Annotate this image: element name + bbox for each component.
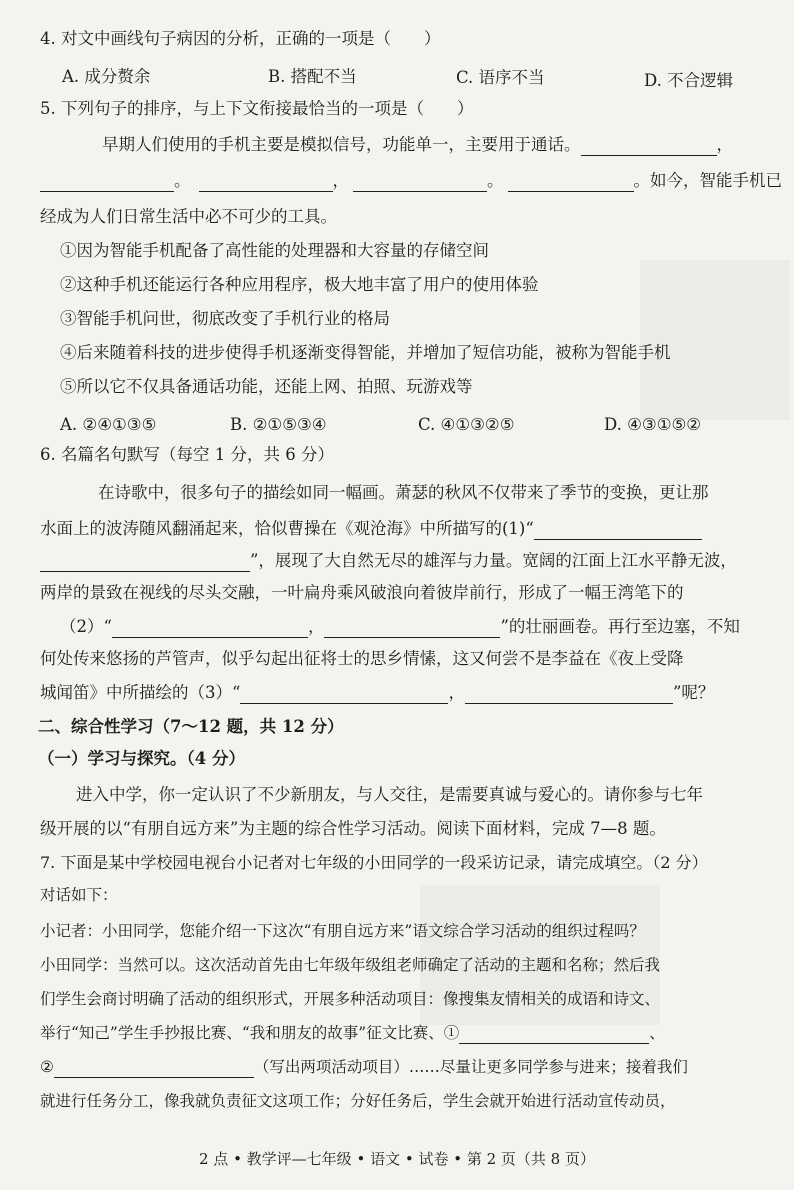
section2-intro-line1: 进入中学，你一定认识了不少新朋友，与人交往，是需要真诚与爱心的。请你参与七年 xyxy=(76,785,703,804)
show-through-shade xyxy=(640,260,790,420)
q5-passage-end: 经成为人们日常生活中必不可少的工具。 xyxy=(40,207,337,226)
q5-sep: 。 xyxy=(487,171,504,190)
q7-text: 、 xyxy=(649,1024,665,1042)
q6-text-line5 xyxy=(60,616,740,638)
q7-dialog-line4 xyxy=(40,1022,665,1044)
q5-passage-line1: 早期人们使用的手机主要是模拟信号，功能单一，主要用于通话。 ， xyxy=(102,135,733,154)
q6-text: ”，展现了大自然无尽的雄浑与力量。宽阔的江面上江水平静无波， xyxy=(250,551,737,570)
q6-text: ， xyxy=(307,617,325,636)
q6-text: （2）“ xyxy=(60,617,112,636)
q4-option-d: D. 不合逻辑 xyxy=(644,71,734,90)
q6-text-line7 xyxy=(40,682,714,704)
q5-blank-2[interactable] xyxy=(40,173,174,192)
q6-text-line6: 何处传来悠扬的芦管声，似乎勾起出征将士的思乡情愫，这又何尝不是李益在《夜上受降 xyxy=(40,649,684,668)
q7-blank-2[interactable] xyxy=(54,1059,254,1078)
q7-blank-1[interactable] xyxy=(459,1025,649,1044)
q5-blank-4[interactable] xyxy=(353,173,487,192)
q5-sep: 。如今，智能手机已 xyxy=(633,171,782,190)
q7-dialog-line1: 小记者：小田同学，您能介绍一下这次“有朋自远方来”语文综合学习活动的组织过程吗？ xyxy=(40,922,645,940)
page-footer: 2 点 • 教学评—七年级 • 语文 • 试卷 • 第 2 页（共 8 页） xyxy=(198,1150,595,1168)
q5-option-d: D. ④③①⑤② xyxy=(604,415,702,434)
q6-text-line1: 在诗歌中，很多句子的描绘如同一幅画。萧瑟的秋风不仅带来了季节的变换，更让那 xyxy=(98,483,709,502)
q4-option-b: B. 搭配不当 xyxy=(268,67,357,86)
q5-option-b: B. ②①⑤③④ xyxy=(230,415,327,434)
q6-blank-2b[interactable] xyxy=(324,619,500,638)
q5-option-a: A. ②④①③⑤ xyxy=(60,415,157,434)
q6-blank-3b[interactable] xyxy=(465,685,673,704)
section2-intro-line2: 级开展的以“有朋自远方来”为主题的综合性学习活动。阅读下面材料，完成 7—8 题。 xyxy=(40,819,666,838)
q5-option-c: C. ④①③②⑤ xyxy=(418,415,515,434)
q6-blank-1a[interactable] xyxy=(534,521,702,540)
q7-dialog-line6: 就进行任务分工，像我就负责征文这项工作；分好任务后，学生会就开始进行活动宣传动员， xyxy=(40,1092,676,1110)
q5-item-5: ⑤所以它不仅具备通话功能，还能上网、拍照、玩游戏等 xyxy=(60,377,473,396)
q7-text: （写出两项活动项目）……尽量让更多同学参与进来；接着我们 xyxy=(253,1058,688,1076)
q5-item-1: ①因为智能手机配备了高性能的处理器和大容量的存储空间 xyxy=(60,241,489,260)
q6-text: ”的壮丽画卷。再行至边塞，不知 xyxy=(500,617,740,636)
q4-stem: 4. 对文中画线句子病因的分析，正确的一项是（ ） xyxy=(40,29,441,48)
q7-stem: 7. 下面是某中学校园电视台小记者对七年级的小田同学的一段采访记录，请完成填空。（2 分） xyxy=(40,853,708,872)
q7-text: 举行“知己”学生手抄报比赛、“我和朋友的故事”征文比赛、① xyxy=(40,1024,460,1042)
q6-text: 水面上的波涛随风翻涌起来，恰似曹操在《观沧海》中所描写的(1)“ xyxy=(40,519,534,538)
q6-text: ， xyxy=(448,683,465,702)
section2-subtitle: （一）学习与探究。（4 分） xyxy=(38,749,245,768)
q5-item-4: ④后来随着科技的进步使得手机逐渐变得智能，并增加了短信功能，被称为智能手机 xyxy=(60,343,671,362)
q6-stem: 6. 名篇名句默写（每空 1 分，共 6 分） xyxy=(40,445,334,464)
q6-text-line2 xyxy=(40,518,702,540)
q5-blank-3[interactable] xyxy=(199,173,333,192)
q4-option-a: A. 成分赘余 xyxy=(62,67,151,86)
q6-blank-2a[interactable] xyxy=(112,619,308,638)
q5-sep: ， xyxy=(332,171,349,190)
q7-text: ② xyxy=(40,1058,54,1076)
q7-dialog-line5 xyxy=(40,1056,688,1078)
q5-passage-line2 xyxy=(40,170,782,192)
q5-stem: 5. 下列句子的排序，与上下文衔接最恰当的一项是（ ） xyxy=(40,99,474,118)
q5-sep: 。 xyxy=(174,171,191,190)
q5-blank-5[interactable] xyxy=(508,173,634,192)
q5-item-3: ③智能手机问世，彻底改变了手机行业的格局 xyxy=(60,309,390,328)
q7-dialog-line2: 小田同学：当然可以。这次活动首先由七年级年级组老师确定了活动的主题和名称；然后我 xyxy=(40,956,661,974)
q6-text-line4: 两岸的景致在视线的尽头交融，一叶扁舟乘风破浪向着彼岸前行，形成了一幅王湾笔下的 xyxy=(40,583,684,602)
q6-blank-1b[interactable] xyxy=(40,553,250,572)
q5-passage-start: 早期人们使用的手机主要是模拟信号，功能单一，主要用于通话。 xyxy=(102,135,581,154)
q5-blank-1[interactable] xyxy=(581,137,717,156)
q6-blank-3a[interactable] xyxy=(240,685,448,704)
q7-dialog-line3: 们学生会商讨明确了活动的组织形式，开展多种活动项目：像搜集友情相关的成语和诗文、 xyxy=(40,990,661,1008)
q6-text-line3 xyxy=(40,550,737,572)
q6-text: ”呢？ xyxy=(672,683,715,702)
q7-dialog-label: 对话如下： xyxy=(40,886,118,904)
q6-text: 城闻笛》中所描绘的（3）“ xyxy=(40,683,241,702)
q4-option-c: C. 语序不当 xyxy=(456,68,545,87)
section2-title: 二、综合性学习（7～12 题，共 12 分） xyxy=(38,717,344,736)
q5-item-2: ②这种手机还能运行各种应用程序，极大地丰富了用户的使用体验 xyxy=(60,275,539,294)
